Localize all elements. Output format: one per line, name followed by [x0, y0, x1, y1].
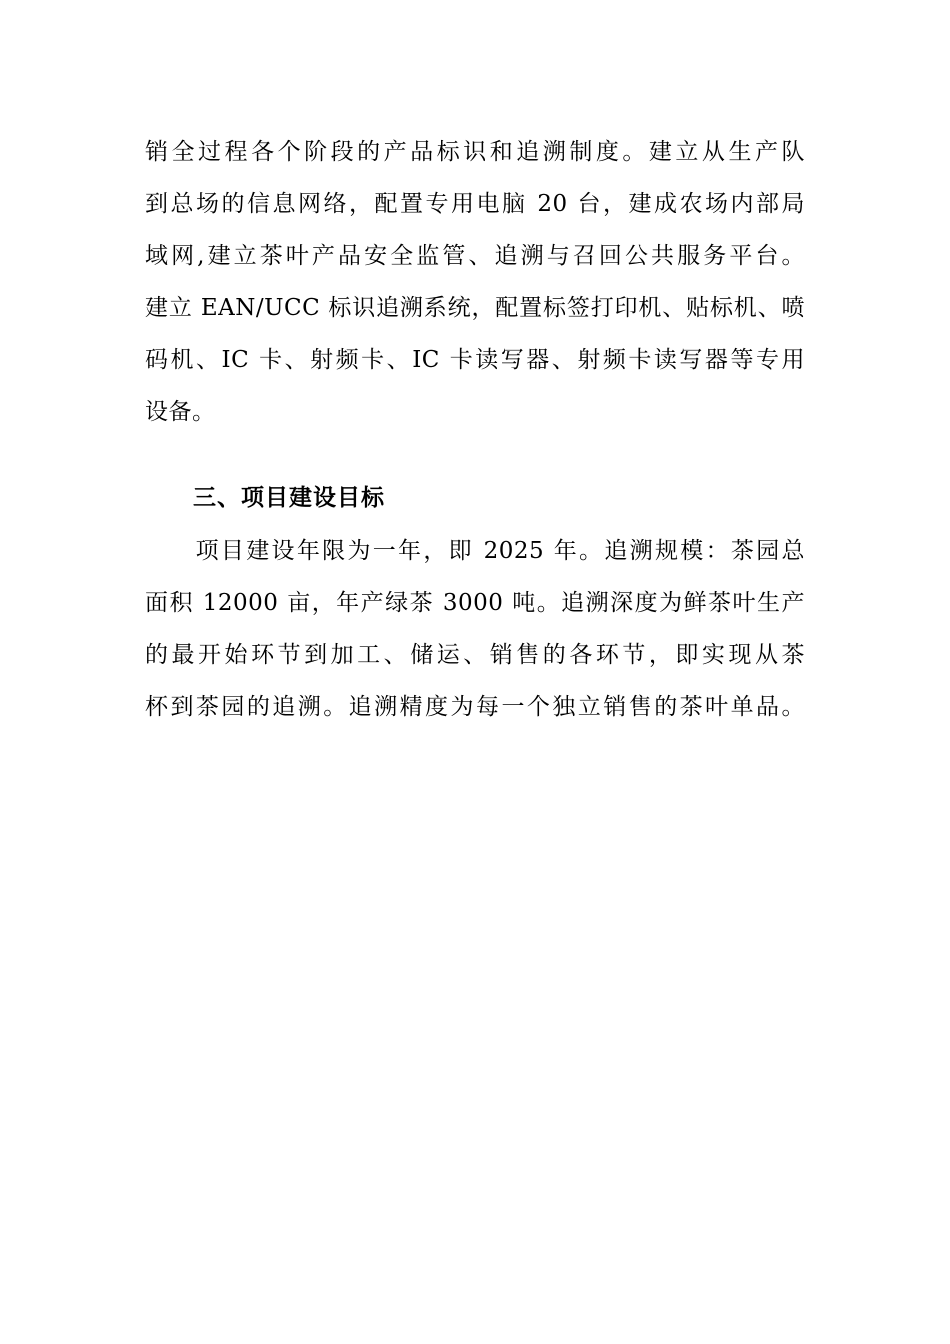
paragraph-line: 销全过程各个阶段的产品标识和追溯制度。建立从生产队: [145, 139, 805, 165]
paragraph-line: 面积 12000 亩，年产绿茶 3000 吨。追溯深度为鲜茶叶生产: [145, 590, 805, 616]
paragraph-line: 的最开始环节到加工、储运、销售的各环节，即实现从茶: [145, 642, 805, 668]
paragraph-line: 设备。: [145, 399, 216, 425]
paragraph-line: 域网,建立茶叶产品安全监管、追溯与召回公共服务平台。: [145, 243, 805, 269]
section-heading: 三、项目建设目标: [193, 485, 385, 511]
paragraph-line: 建立 EAN/UCC 标识追溯系统，配置标签打印机、贴标机、喷: [145, 295, 805, 321]
paragraph-line: 码机、IC 卡、射频卡、IC 卡读写器、射频卡读写器等专用: [145, 347, 805, 373]
paragraph-traceability-system: [145, 126, 805, 438]
paragraph-project-goals: [145, 525, 805, 733]
paragraph-line: 杯到茶园的追溯。追溯精度为每一个独立销售的茶叶单品。: [145, 694, 805, 720]
paragraph-line: 到总场的信息网络，配置专用电脑 20 台，建成农场内部局: [145, 191, 805, 217]
paragraph-line: 项目建设年限为一年，即 2025 年。追溯规模：茶园总: [145, 538, 805, 564]
